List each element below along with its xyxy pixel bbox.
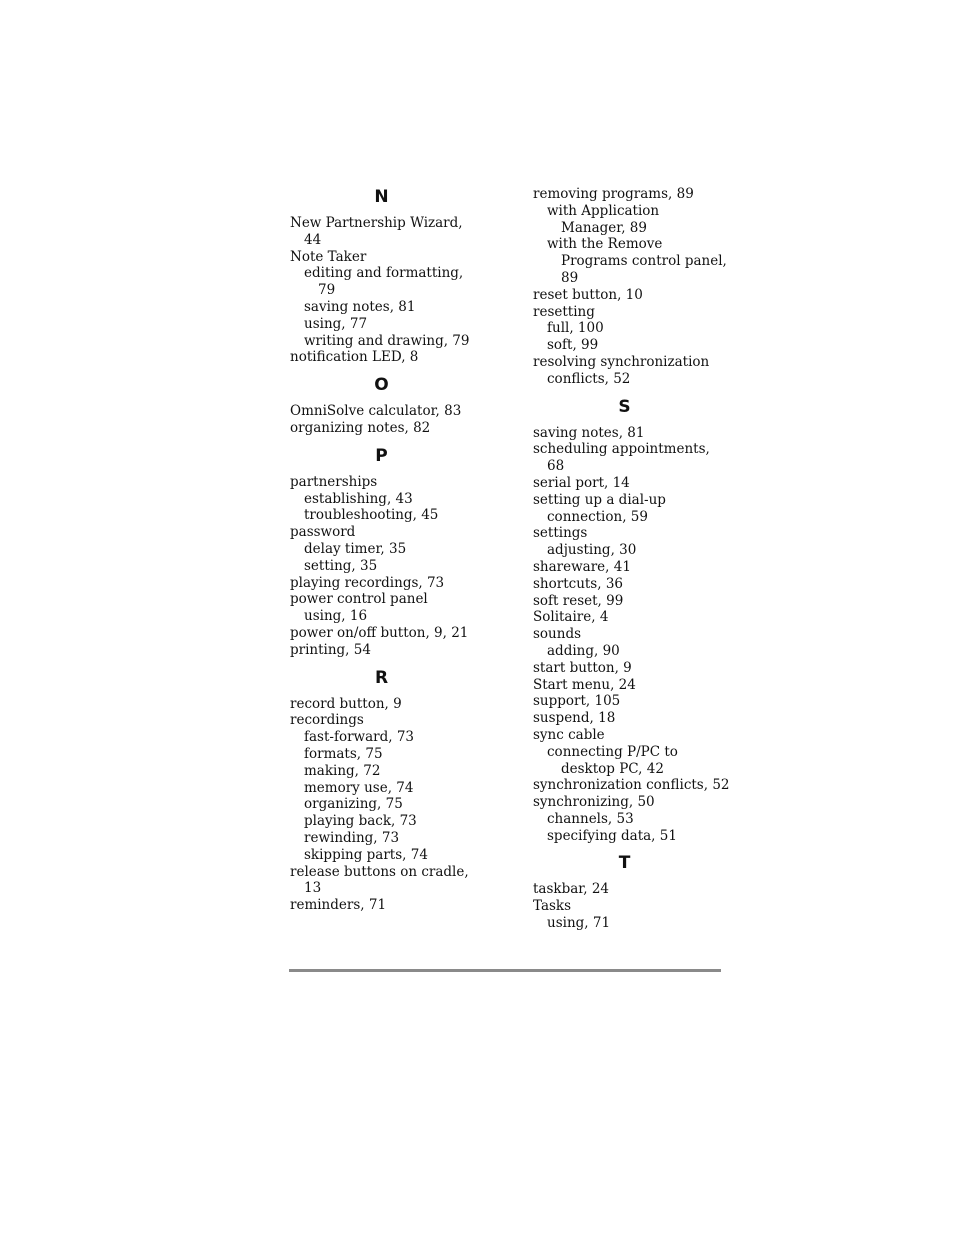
index-subentry: specifying data, 51	[547, 827, 677, 844]
index-subentry: with the Remove	[547, 236, 663, 253]
index-entry: recordings	[290, 712, 364, 729]
section-letter-heading: R	[374, 667, 389, 688]
index-entry: New Partnership Wizard,	[290, 215, 463, 231]
index-entry: Tasks	[533, 898, 572, 915]
index-subentry: playing back, 73	[304, 813, 417, 830]
section-gap	[290, 366, 490, 374]
section-gap	[533, 388, 733, 396]
index-entry: resetting	[533, 303, 595, 320]
index-entry: resolving synchronization	[533, 353, 710, 370]
index-column-left	[290, 186, 490, 914]
index-entry: synchronization conflicts, 52	[533, 777, 730, 794]
index-subentry: full, 100	[547, 320, 604, 337]
index-entry: soft reset, 99	[533, 592, 624, 609]
index-subentry: delay timer, 35	[304, 540, 407, 557]
index-entry: release buttons on cradle,	[290, 863, 469, 880]
index-entry: printing, 54	[290, 641, 371, 658]
index-subentry: rewinding, 73	[304, 829, 400, 846]
index-subentry: saving notes, 81	[304, 298, 416, 315]
index-entry: serial port, 14	[533, 474, 630, 491]
index-entry: OmniSolve calculator, 83	[290, 403, 462, 420]
index-entry: power control panel	[290, 591, 428, 608]
index-entry: saving notes, 81	[533, 424, 645, 441]
index-subentry: fast-forward, 73	[304, 729, 414, 746]
section-gap	[533, 418, 733, 425]
index-entry: setting up a dial-up	[533, 491, 666, 508]
index-entry: Solitaire, 4	[533, 609, 609, 626]
index-entry: sounds	[533, 626, 582, 643]
index-entry: playing recordings, 73	[290, 574, 445, 591]
section-gap	[533, 844, 733, 852]
index-subentry: 13	[304, 880, 322, 897]
section-gap	[290, 659, 490, 667]
index-subentry: desktop PC, 42	[561, 760, 664, 777]
section-gap	[290, 208, 490, 215]
index-entry: suspend, 18	[533, 710, 616, 727]
index-subentry: using, 16	[304, 608, 368, 625]
index-entry: support, 105	[533, 693, 621, 710]
index-subentry: Manager, 89	[561, 219, 647, 236]
section-gap	[290, 689, 490, 696]
section-gap	[290, 396, 490, 403]
section-letter-heading: N	[374, 187, 389, 207]
index-entry: taskbar, 24	[533, 881, 610, 898]
section-gap	[533, 874, 733, 881]
index-entry: shortcuts, 36	[533, 575, 623, 592]
index-subentry: adjusting, 30	[547, 542, 637, 559]
index-subentry: writing and drawing, 79	[304, 332, 470, 349]
index-entry: record button, 9	[290, 695, 402, 712]
index-entry: power on/off button, 9, 21	[290, 624, 469, 641]
index-subentry: conflicts, 52	[547, 370, 631, 387]
index-subentry: connecting P/PC to	[547, 743, 678, 760]
index-subentry: connection, 59	[547, 508, 648, 525]
index-entry: synchronizing, 50	[533, 794, 655, 811]
section-letter-heading: S	[618, 396, 631, 417]
index-subentry: soft, 99	[547, 337, 599, 354]
index-entry: shareware, 41	[533, 558, 631, 575]
index-entry: password	[290, 524, 356, 541]
index-subentry: organizing, 75	[304, 796, 403, 813]
index-entry: Note Taker	[290, 248, 367, 265]
index-subentry: setting, 35	[304, 557, 378, 574]
index-subentry: using, 77	[304, 315, 368, 332]
index-subentry: formats, 75	[304, 745, 383, 762]
index-subentry: using, 71	[547, 915, 611, 932]
bottom-rule	[289, 969, 721, 972]
index-entry: sync cable	[533, 726, 605, 743]
section-letter-heading: O	[374, 375, 389, 396]
index-subentry: 79	[318, 282, 336, 299]
index-subentry: adding, 90	[547, 642, 620, 659]
index-subentry: 68	[547, 458, 565, 475]
index-subentry: establishing, 43	[304, 490, 413, 507]
index-subentry: skipping parts, 74	[304, 846, 428, 863]
index-subentry: making, 72	[304, 762, 381, 779]
index-entry: start button, 9	[533, 659, 632, 676]
index-entry: reset button, 10	[533, 286, 643, 303]
index-entry: removing programs, 89	[533, 186, 694, 202]
index-entry: organizing notes, 82	[290, 419, 431, 436]
index-subentry: with Application	[547, 202, 660, 219]
index-entry: partnerships	[290, 473, 378, 490]
index-entry: Start menu, 24	[533, 676, 636, 693]
index-entry: settings	[533, 525, 588, 542]
index-subentry: Programs control panel,	[561, 253, 727, 270]
index-subentry: editing and formatting,	[304, 265, 464, 282]
index-subentry: 89	[561, 269, 579, 286]
index-entry: scheduling appointments,	[533, 441, 710, 458]
index-entry: notification LED, 8	[290, 349, 419, 366]
section-letter-heading: T	[618, 853, 631, 874]
index-subentry: channels, 53	[547, 810, 634, 827]
index-column-right	[533, 186, 733, 932]
index-subentry: 44	[304, 231, 322, 248]
section-letter-heading: P	[375, 445, 388, 466]
section-gap	[290, 437, 490, 445]
index-subentry: memory use, 74	[304, 779, 414, 796]
index-entry: reminders, 71	[290, 897, 387, 914]
section-gap	[290, 467, 490, 474]
index-subentry: troubleshooting, 45	[304, 507, 439, 524]
